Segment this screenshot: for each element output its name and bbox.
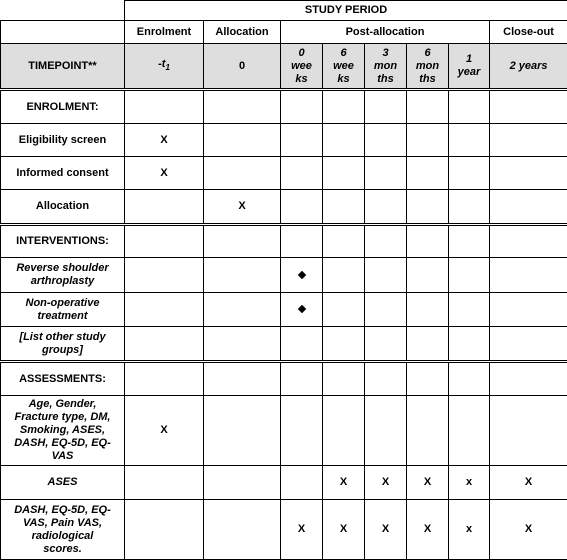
assessments-section-label: ASSESSMENTS:	[1, 362, 125, 396]
cell	[407, 327, 449, 362]
cell	[125, 190, 204, 225]
interventions-section-label: INTERVENTIONS:	[1, 225, 125, 258]
consent-enrolment-mark: X	[125, 157, 204, 190]
cell	[449, 362, 490, 396]
cell	[407, 396, 449, 466]
cell	[449, 190, 490, 225]
timepoint-enrolment-value: -t	[158, 57, 166, 70]
dash-1y-mark: x	[449, 500, 490, 560]
cell	[490, 190, 567, 225]
ases-6m-mark: X	[407, 466, 449, 500]
eligibility-enrolment-mark: X	[125, 124, 204, 157]
eligibility-row	[1, 124, 567, 157]
timepoint-2-years: 2 years	[490, 44, 567, 90]
allocation-mark: X	[204, 190, 281, 225]
cell	[490, 293, 567, 327]
ases-3m-mark: X	[365, 466, 407, 500]
nonop-row	[1, 293, 567, 327]
cell	[281, 124, 323, 157]
cell	[449, 327, 490, 362]
cell	[490, 396, 567, 466]
cell	[204, 396, 281, 466]
bl-1: Age, Gender,	[28, 398, 97, 410]
baseline-row	[1, 396, 567, 466]
ds-3: radiological	[31, 529, 94, 542]
other-groups-label	[1, 327, 125, 362]
cell	[204, 362, 281, 396]
dash-6w-mark: X	[323, 500, 365, 560]
bl-4: DASH, EQ-5D, EQ-	[14, 437, 111, 449]
cell	[323, 258, 365, 293]
cell	[449, 157, 490, 190]
interventions-section-row	[1, 225, 567, 258]
other-line-1: [List other study	[19, 330, 106, 343]
tp-6w-2: wee	[333, 59, 354, 72]
cell	[323, 124, 365, 157]
cell	[323, 293, 365, 327]
cell	[323, 362, 365, 396]
eligibility-label: Eligibility screen	[1, 124, 125, 157]
cell	[449, 124, 490, 157]
timepoint-6-weeks	[323, 44, 365, 90]
cell	[365, 293, 407, 327]
cell	[407, 190, 449, 225]
cell	[365, 396, 407, 466]
cell	[125, 225, 204, 258]
cell	[323, 225, 365, 258]
cell	[204, 157, 281, 190]
cell	[449, 396, 490, 466]
cell	[365, 190, 407, 225]
tp-6m-1: 6	[424, 46, 431, 59]
ds-2: VAS, Pain VAS,	[22, 516, 103, 529]
timepoint-0-weeks	[281, 44, 323, 90]
tp-1y-2: year	[457, 66, 481, 78]
cell	[281, 362, 323, 396]
cell	[407, 90, 449, 124]
cell	[365, 258, 407, 293]
timepoint-enrolment	[125, 44, 204, 90]
cell	[281, 90, 323, 124]
phase-stub-cell	[1, 21, 125, 44]
dash-2y-mark: X	[490, 500, 567, 560]
cell	[407, 124, 449, 157]
tp-6m-3: ths	[419, 72, 436, 85]
allocation-row	[1, 190, 567, 225]
cell	[365, 157, 407, 190]
dash-6m-mark: X	[407, 500, 449, 560]
tp-0w-1: 0	[298, 46, 305, 59]
cell	[365, 362, 407, 396]
cell	[365, 124, 407, 157]
cell	[204, 293, 281, 327]
cell	[125, 327, 204, 362]
corner-cell	[1, 1, 125, 21]
enrolment-section-row	[1, 90, 567, 124]
rsa-line-2: arthroplasty	[30, 275, 95, 287]
cell	[449, 225, 490, 258]
cell	[323, 157, 365, 190]
cell	[323, 90, 365, 124]
rsa-line-1: Reverse shoulder	[16, 262, 109, 274]
bl-3: Smoking, ASES,	[19, 424, 106, 436]
diamond-marker-icon	[297, 305, 305, 313]
assessments-section-row	[1, 362, 567, 396]
cell	[281, 466, 323, 500]
dash-row	[1, 500, 567, 560]
timepoint-label: TIMEPOINT**	[1, 44, 125, 90]
tp-6m-2: mon	[415, 59, 440, 72]
cell	[407, 362, 449, 396]
baseline-label	[1, 396, 125, 466]
tp-3m-1: 3	[382, 46, 389, 59]
cell	[281, 396, 323, 466]
consent-row	[1, 157, 567, 190]
timepoint-6-months	[407, 44, 449, 90]
cell	[449, 90, 490, 124]
tp-3m-2: mon	[373, 59, 398, 72]
baseline-enrolment-mark: X	[125, 396, 204, 466]
timepoint-3-months	[365, 44, 407, 90]
other-line-2: groups]	[42, 343, 83, 356]
cell	[407, 225, 449, 258]
nonop-line-2: treatment	[37, 309, 88, 322]
cell	[490, 90, 567, 124]
cell	[490, 258, 567, 293]
timepoint-row	[1, 44, 567, 90]
cell	[204, 90, 281, 124]
cell	[449, 258, 490, 293]
cell	[323, 190, 365, 225]
cell	[323, 327, 365, 362]
cell	[125, 466, 204, 500]
rsa-label	[1, 258, 125, 293]
cell	[323, 396, 365, 466]
other-groups-row	[1, 327, 567, 362]
timepoint-allocation: 0	[204, 44, 281, 90]
cell	[204, 500, 281, 560]
ases-6w-mark: X	[323, 466, 365, 500]
cell	[204, 327, 281, 362]
tp-1y-1: 1	[465, 53, 473, 65]
cell	[490, 124, 567, 157]
close-out-phase-header: Close-out	[490, 21, 567, 44]
diamond-marker-icon	[297, 270, 305, 278]
cell	[204, 258, 281, 293]
ds-1: DASH, EQ-5D, EQ-	[14, 503, 111, 516]
allocation-phase-header: Allocation	[204, 21, 281, 44]
cell	[490, 157, 567, 190]
cell	[125, 258, 204, 293]
cell	[125, 293, 204, 327]
consent-label: Informed consent	[1, 157, 125, 190]
rsa-0-weeks-marker	[281, 258, 323, 293]
cell	[365, 90, 407, 124]
nonop-line-1: Non-operative	[25, 296, 100, 309]
bl-2: Fracture type, DM,	[14, 411, 111, 423]
phase-row	[1, 21, 567, 44]
cell	[407, 258, 449, 293]
study-period-header: STUDY PERIOD	[125, 1, 567, 21]
enrolment-section-label: ENROLMENT:	[1, 90, 125, 124]
cell	[281, 327, 323, 362]
cell	[490, 327, 567, 362]
cell	[449, 293, 490, 327]
rsa-row	[1, 258, 567, 293]
dash-3m-mark: X	[365, 500, 407, 560]
ases-row	[1, 466, 567, 500]
cell	[281, 190, 323, 225]
tp-0w-3: ks	[295, 72, 308, 85]
ases-1y-mark: x	[449, 466, 490, 500]
bl-5: VAS	[51, 450, 74, 462]
tp-0w-2: wee	[291, 59, 312, 72]
tp-6w-1: 6	[340, 46, 347, 59]
nonop-label	[1, 293, 125, 327]
timepoint-1-year	[449, 44, 490, 90]
cell	[407, 293, 449, 327]
ds-4: scores.	[43, 542, 82, 555]
cell	[125, 362, 204, 396]
cell	[490, 362, 567, 396]
nonop-0-weeks-marker	[281, 293, 323, 327]
timepoint-enrolment-subscript: 1	[165, 63, 170, 73]
ases-label: ASES	[1, 466, 125, 500]
tp-6w-3: ks	[337, 72, 350, 85]
cell	[204, 124, 281, 157]
dash-label	[1, 500, 125, 560]
cell	[125, 90, 204, 124]
ases-2y-mark: X	[490, 466, 567, 500]
cell	[490, 225, 567, 258]
tp-3m-3: ths	[377, 72, 394, 85]
enrolment-phase-header: Enrolment	[125, 21, 204, 44]
cell	[204, 466, 281, 500]
dash-0w-mark: X	[281, 500, 323, 560]
cell	[204, 225, 281, 258]
cell	[407, 157, 449, 190]
cell	[125, 500, 204, 560]
cell	[365, 327, 407, 362]
cell	[281, 157, 323, 190]
cell	[281, 225, 323, 258]
study-period-row	[1, 1, 567, 21]
allocation-label: Allocation	[1, 190, 125, 225]
post-allocation-phase-header: Post-allocation	[281, 21, 490, 44]
cell	[365, 225, 407, 258]
